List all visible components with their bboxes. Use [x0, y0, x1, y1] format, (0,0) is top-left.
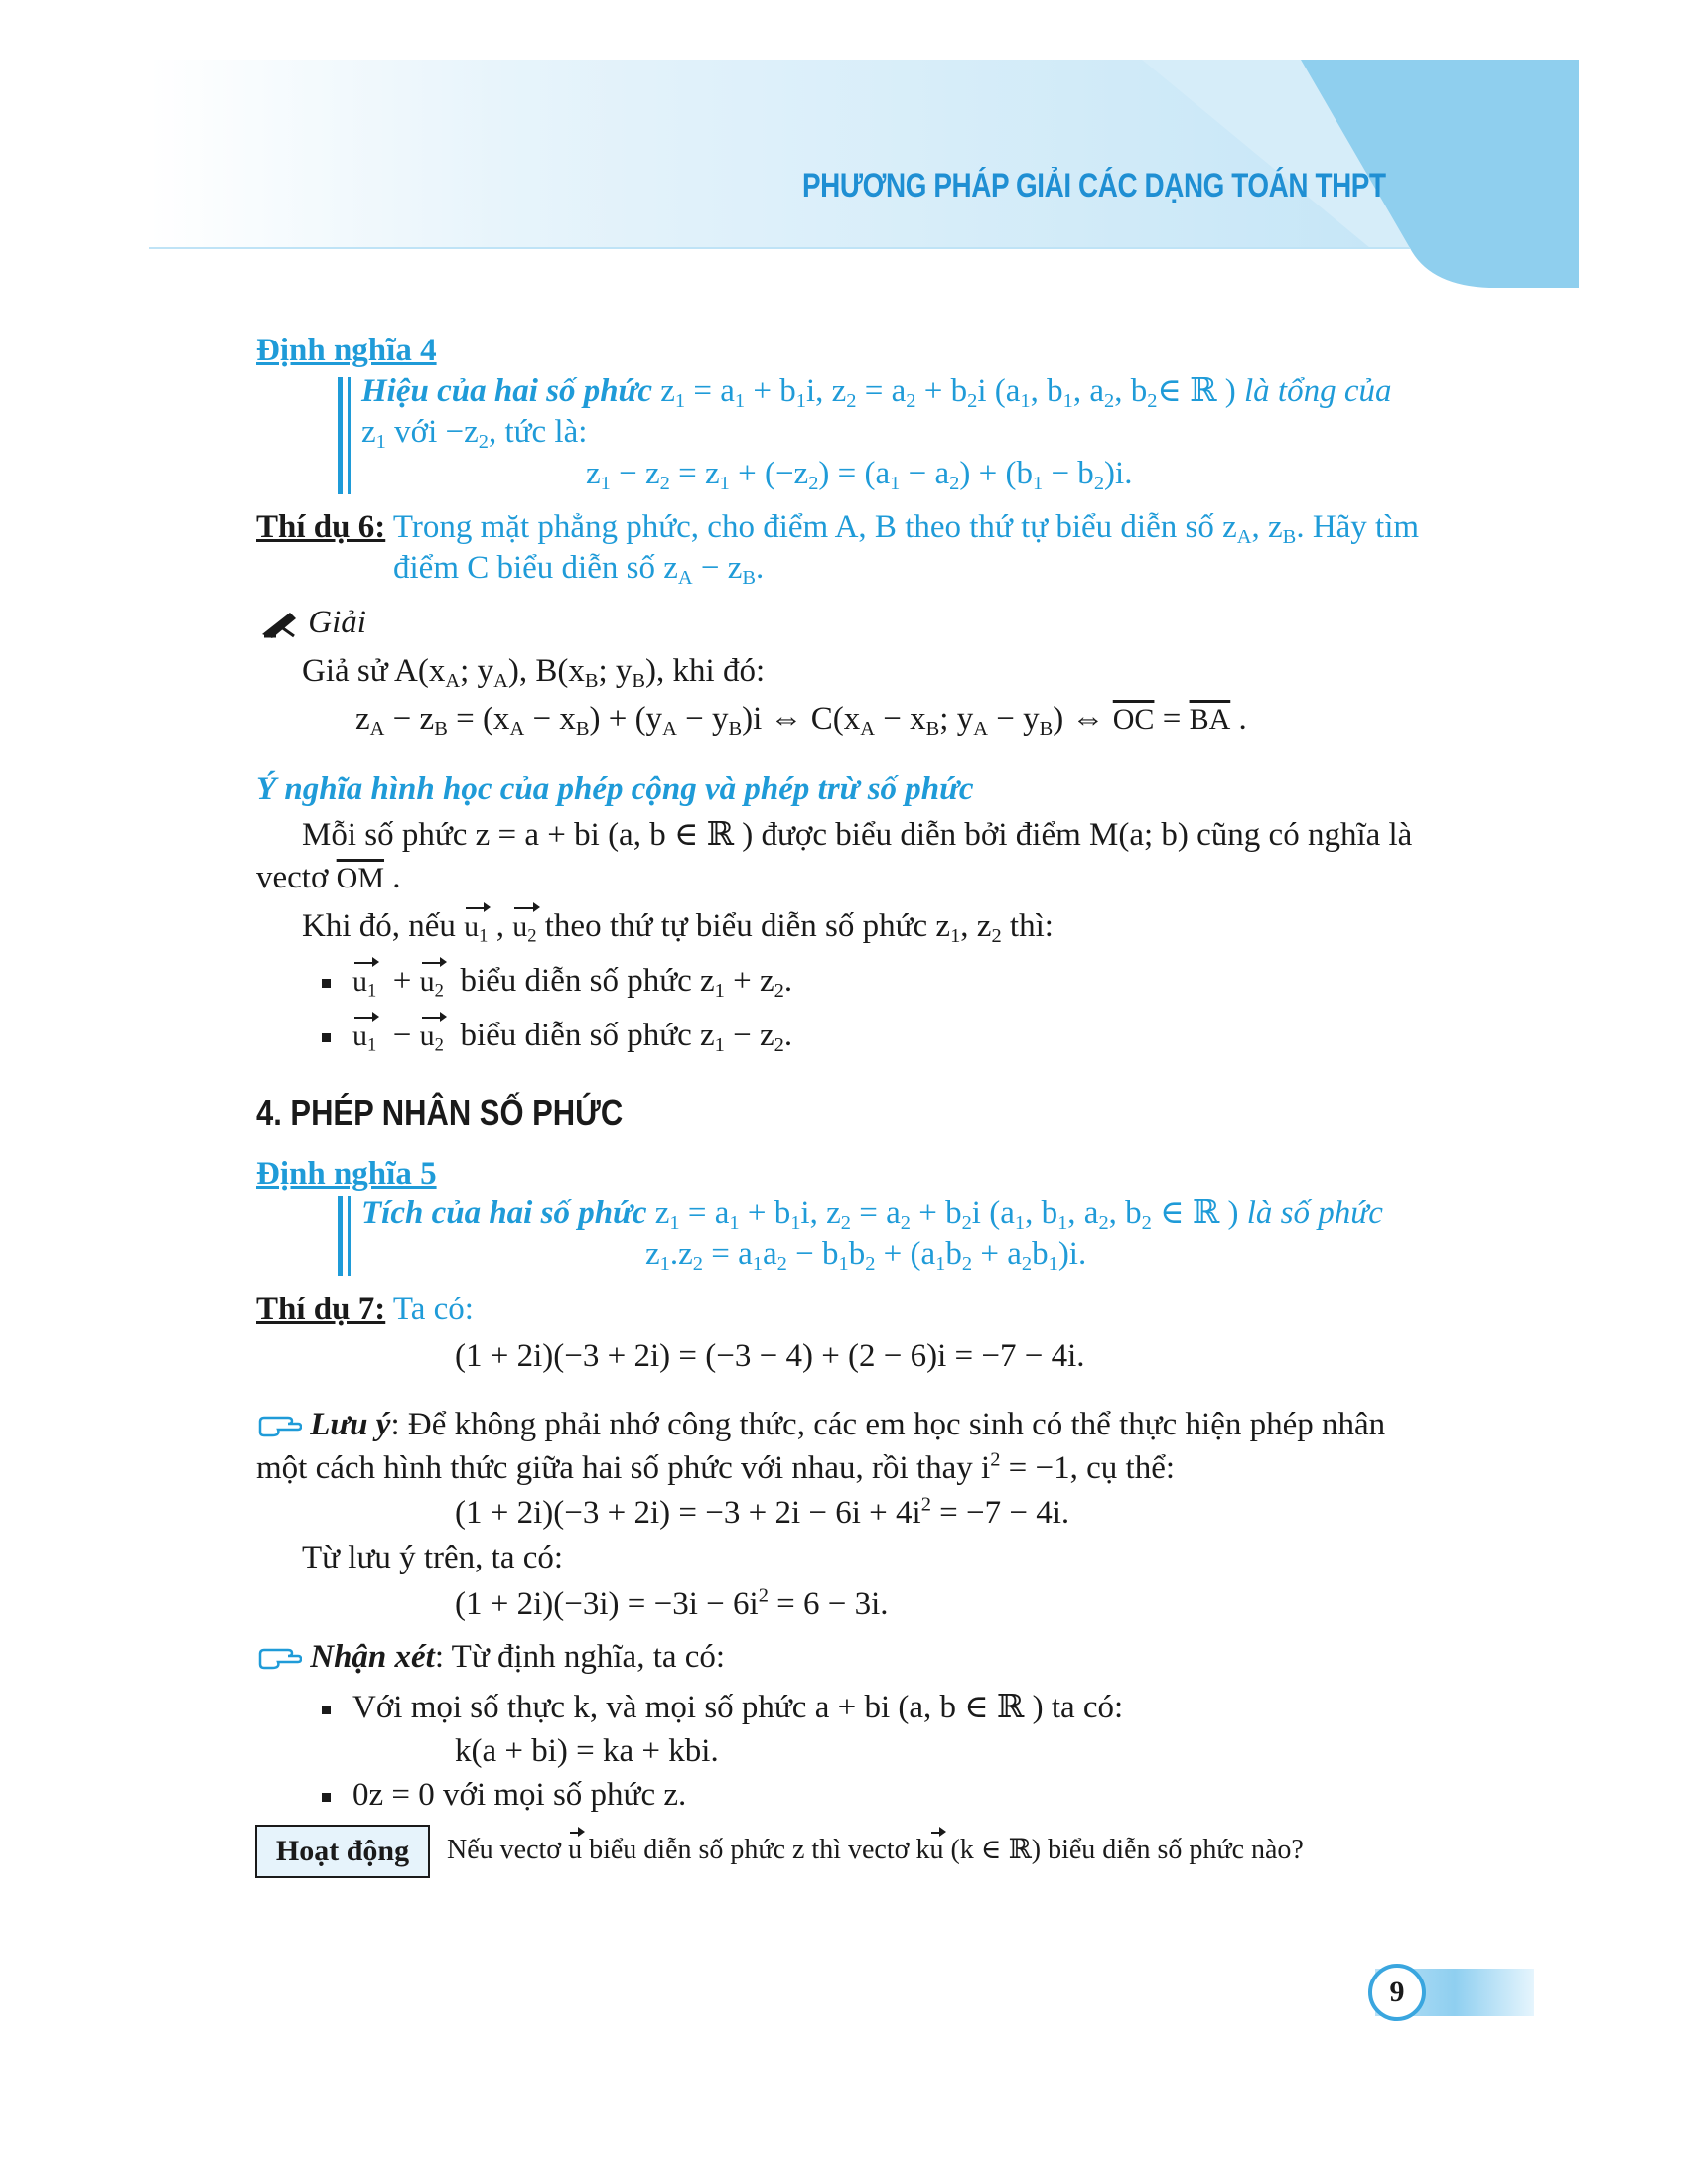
- def4-heading: Định nghĩa 4: [256, 333, 437, 368]
- ex6-text2: điểm C biểu diễn số: [393, 550, 655, 586]
- note-text1: : Để không phải nhớ công thức, các em học sinh có thể thực hiện phép nhân: [390, 1407, 1386, 1442]
- solution-line2: $z_A - z_B = (x_A - x_B) + (y_A - y_B)i$ ⇔ $C(x_A - x_B$; $y_A - y_B$) ⇔ $\overline{OC} = \overline{BA}$ .: [355, 701, 1247, 741]
- remark-bullet2: [322, 1776, 686, 1816]
- ex6-line1: Thí dụ 6: Trong mặt phẳng phức, cho điểm A, B theo thứ tự biểu diễn số $z_A$, $z_B$. Hãy tìm: [256, 509, 1420, 549]
- geom-p2b: theo thứ tự biểu diễn số phức z: [544, 908, 951, 944]
- geom-b2: biểu diễn số phức z: [460, 1018, 715, 1053]
- ex7-label: Thí dụ 7:: [256, 1292, 386, 1327]
- page-number: [1368, 1964, 1426, 2021]
- def4-tail: là tổng của: [1244, 373, 1392, 409]
- note-text2b: = −1, cụ thể:: [1000, 1450, 1176, 1486]
- note-text3: Từ lưu ý trên, ta có:: [302, 1540, 564, 1575]
- note-eq1a: (1 + 2i)(−3 + 2i) = −3 + 2i − 6i + 4i: [455, 1495, 921, 1531]
- def5-term: Tích của hai số phức: [361, 1195, 647, 1231]
- ex6-line2: điểm C biểu diễn số $z_A - z_B$.: [393, 550, 765, 590]
- remark-b2: 0z = 0 với mọi số phức z.: [352, 1777, 687, 1813]
- geom-b1: biểu diễn số phức z: [460, 963, 715, 999]
- activity-text: Nếu vectơ u biểu diễn số phức z thì vectơ ku (k ∈ ℝ) biểu diễn số phức nào?: [447, 1835, 1304, 1865]
- geom-vector-word: vectơ: [256, 860, 329, 895]
- ex7-text: Ta có:: [392, 1292, 474, 1327]
- note-eq2: $(1 + 2i)(-3i) = -3i - 6i^2 = 6 - 3i$.: [455, 1584, 889, 1622]
- solution-line1: Giả sử $A(x_A$; $y_A$), $B(x_B$; $y_B$), khi đó:: [302, 653, 766, 693]
- def4-with: với: [394, 414, 438, 450]
- header-decoration: [0, 0, 1688, 298]
- geom-p1b: vectơ $\overline{OM}$ .: [256, 860, 401, 895]
- activity-text3: (k ∈ ℝ) biểu diễn số phức nào?: [950, 1835, 1304, 1865]
- def5-heading: Định nghĩa 5: [256, 1157, 437, 1192]
- note-text2: một cách hình thức giữa hai số phức với nhau, rồi thay i: [256, 1450, 991, 1486]
- remark-b1: Với mọi số thực k, và mọi số phức a + bi (a, b ∈ ℝ ) ta có:: [352, 1690, 1124, 1725]
- ex7-line1: [256, 1291, 474, 1330]
- def5-line1: Tích của hai số phức $z_1 = a_1 + b_1i$, $z_2 = a_2 + b_2i$ ($a_1$, $b_1$, $a_2$, $b_2$ ∈ ℝ ) là số phức: [361, 1195, 1383, 1235]
- header-title: PHƯƠNG PHÁP GIẢI CÁC DẠNG TOÁN THPT: [802, 167, 1386, 205]
- page-number-text: 9: [1389, 1976, 1405, 2008]
- geom-p1a: Mỗi số phức z = a + bi (a, b ∈ ℝ ) được biểu diễn bởi điểm M(a; b) cũng có nghĩa là: [302, 817, 1413, 853]
- note-line1: [258, 1406, 1385, 1445]
- remark-bullet1: [322, 1689, 1123, 1728]
- activity-label: Hoạt động: [275, 1835, 410, 1867]
- ex6-text1: Trong mặt phẳng phức, cho điểm A, B theo thứ tự biểu diễn số: [392, 509, 1214, 545]
- pointing-hand-icon: [258, 1646, 302, 1672]
- note-eq1b: = −7 − 4i.: [930, 1495, 1070, 1531]
- note-label: Lưu ý: [310, 1407, 391, 1442]
- section4-title: 4. PHÉP NHÂN SỐ PHỨC: [256, 1092, 624, 1133]
- def4-that-is: , tức là:: [488, 414, 588, 450]
- remark-label: Nhận xét: [310, 1639, 435, 1675]
- solution-heading: [260, 604, 366, 643]
- remark-line1: [258, 1638, 725, 1678]
- ex7-eq: (1 + 2i)(−3 + 2i) = (−3 − 4) + (2 − 6)i = −7 − 4i.: [455, 1338, 1085, 1374]
- def4-formula: $z_1 - z_2 = z_1 + (-z_2) = (a_1 - a_2) + (b_1 - b_2)i$.: [586, 456, 1133, 495]
- geom-p2c: thì:: [1009, 908, 1054, 944]
- def4-bar-thin: [348, 377, 351, 494]
- def4-term: Hiệu của hai số phức: [361, 373, 652, 409]
- remark-b1-eq: k(a + bi) = ka + kbi.: [455, 1733, 719, 1769]
- activity-text2: biểu diễn số phức z thì vectơ: [589, 1835, 910, 1865]
- note-line2: một cách hình thức giữa hai số phức với nhau, rồi thay $i^2 = -1$, cụ thể:: [256, 1448, 1176, 1486]
- pen-hand-icon: [260, 609, 300, 640]
- geom-heading: Ý nghĩa hình học của phép cộng và phép trừ số phức: [256, 771, 974, 807]
- geom-bullet1: $u_1 + u_2$ biểu diễn số phức $z_1 + z_2$.: [322, 962, 792, 1002]
- def4-line2: $z_1$ với $-z_2$, tức là:: [361, 414, 588, 454]
- activity-box: [255, 1825, 430, 1878]
- header-band: [0, 0, 1688, 298]
- geom-p2a: Khi đó, nếu: [302, 908, 456, 944]
- geom-bullet2: $u_1 - u_2$ biểu diễn số phức $z_1 - z_2$.: [322, 1017, 792, 1056]
- geom-p2: Khi đó, nếu $u_1$ , $u_2$ theo thứ tự biểu diễn số phức $z_1$, $z_2$ thì:: [302, 908, 1054, 948]
- note-eq1: $(1 + 2i)(-3 + 2i) = -3 + 2i - 6i + 4i^2 = -7 - 4i$.: [455, 1493, 1070, 1531]
- def4-line1: Hiệu của hai số phức $z_1 = a_1 + b_1i$, $z_2 = a_2 + b_2i$ ($a_1$, $b_1$, $a_2$, $b_2\in$ ℝ ) là tổng của: [361, 373, 1392, 413]
- ex6-text1b: . Hãy tìm: [1296, 509, 1420, 545]
- note-eq2b: = 6 − 3i.: [768, 1586, 889, 1622]
- solution-label: Giải: [308, 605, 366, 640]
- pointing-hand-icon: [258, 1414, 302, 1439]
- def4-bar: [338, 377, 343, 494]
- def5-bar: [338, 1196, 343, 1276]
- ex6-label: Thí dụ 6:: [256, 509, 386, 545]
- def5-bar-thin: [348, 1196, 351, 1276]
- remark-text: : Từ định nghĩa, ta có:: [434, 1639, 726, 1675]
- def5-formula: $z_1.z_2 = a_1a_2 - b_1b_2 + (a_1b_2 + a_2b_1)i$.: [645, 1236, 1087, 1276]
- def5-tail: là số phức: [1246, 1195, 1383, 1231]
- note-eq2a: (1 + 2i)(−3i) = −3i − 6i: [455, 1586, 759, 1622]
- activity-text1: Nếu vectơ: [447, 1835, 562, 1865]
